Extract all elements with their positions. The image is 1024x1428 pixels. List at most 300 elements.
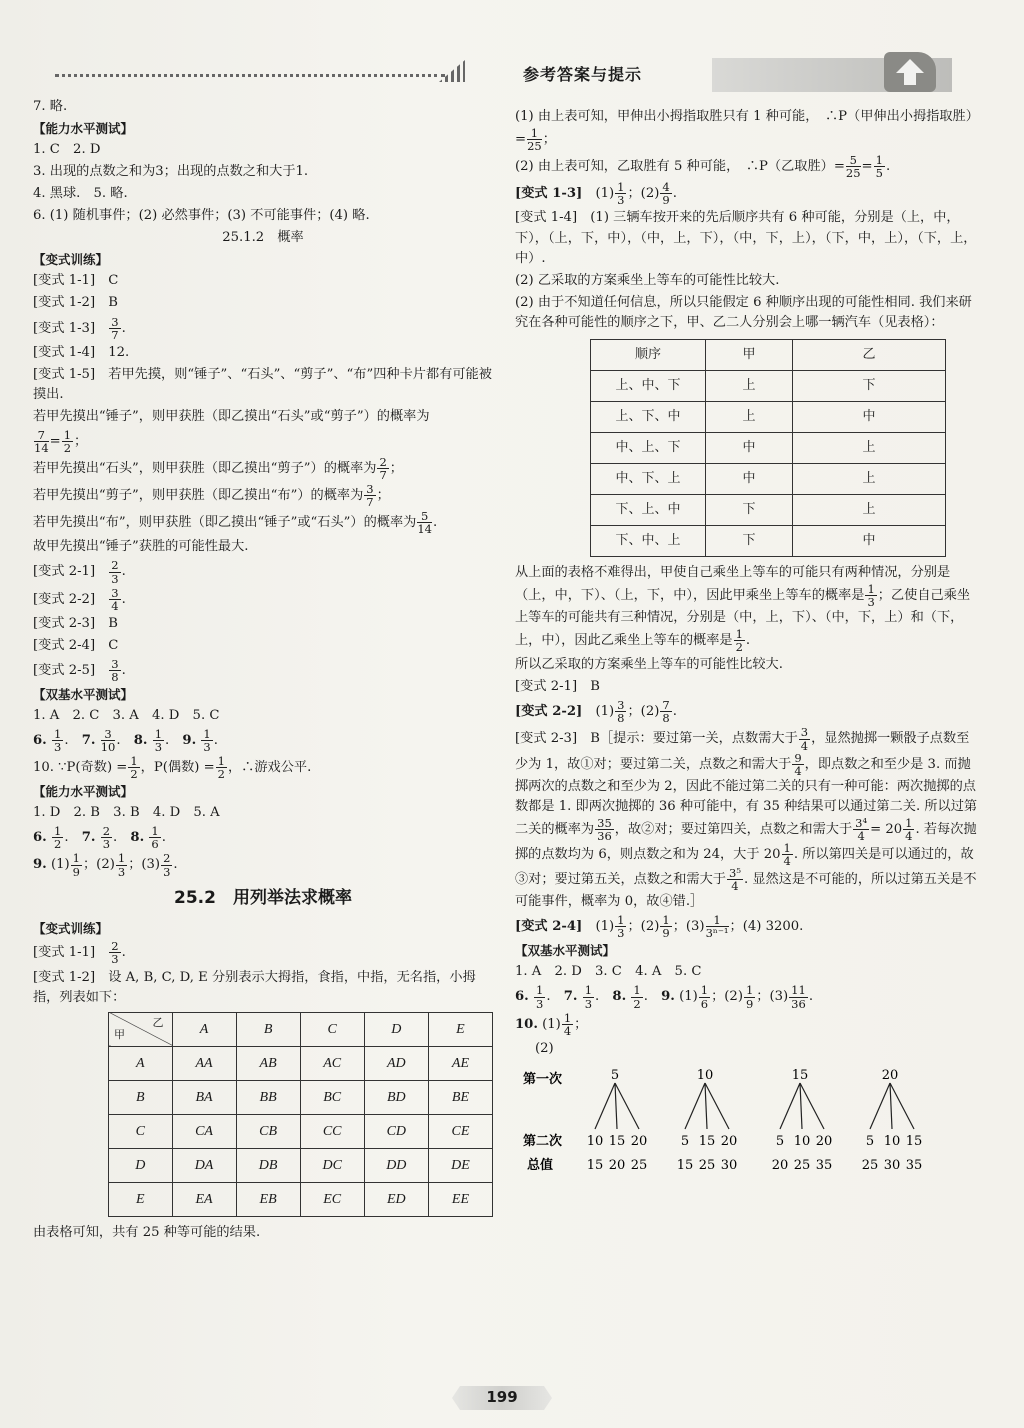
answer-line: 6. $\frac{1}{3}$ . 7. $\frac{1}{3}$ . 8. $\frac{1}{2}$ . 9. (1) $\frac{1}{6}$ ；(2) $\frac{1}{9}$ ；(3) $\frac{11}{36}$ . (515, 983, 814, 1011)
denominator: 2 (217, 767, 225, 782)
column-header: B (236, 1012, 300, 1046)
fraction (161, 852, 172, 877)
tree-branch (870, 1083, 890, 1129)
tree-total: 25 (630, 1157, 648, 1173)
numerator: 3 (800, 725, 809, 740)
numerator: 35 (597, 815, 612, 830)
text: 从上面的表格不难得出，甲使自己乘坐上等车的可能只有两种情况，分别是（上，中，下）、（上，下，中），因此甲乘坐上等车的概率是 (515, 564, 951, 603)
answer-line: (2) 乙采取的方案乘坐上等车的可能性比较大. (515, 272, 780, 288)
fraction (216, 755, 227, 780)
fraction (109, 658, 120, 683)
answer-line: 所以乙采取的方案乘坐上等车的可能性比较大. (515, 657, 783, 673)
fraction (615, 914, 626, 939)
answer-line: [变式 1-2] 设 A, B, C, D, E 分别表示大拇指，食指，中指，无名指，小拇指，列表如下： (33, 969, 476, 1005)
denominator: 25 (845, 166, 861, 181)
label: [变式 2-1] (33, 564, 96, 580)
tree-branch (615, 1083, 639, 1129)
numerator: 1 (63, 427, 72, 442)
table-cell: AE (428, 1046, 492, 1080)
numerator: 4 (662, 180, 670, 195)
tree-groups (587, 1068, 923, 1173)
table-row (109, 1114, 493, 1148)
answer-line: 6. (1) 随机事件；(2) 必然事件；(3) 不可能事件；(4) 略. (33, 208, 370, 224)
fraction (660, 699, 671, 724)
numerator: 3⁵ (729, 866, 741, 881)
fraction (865, 583, 876, 608)
table-cell: EA (172, 1182, 236, 1216)
tree-second-label: 第二次 (523, 1133, 563, 1149)
label: [变式 2-5] (33, 662, 96, 678)
tree-leaf: 10 (883, 1133, 901, 1149)
fraction (744, 984, 755, 1009)
fraction (101, 825, 112, 850)
tree-root: 5 (610, 1067, 620, 1083)
numerator: 1 (633, 983, 641, 998)
table-cell: EC (300, 1182, 364, 1216)
table-row (109, 1012, 493, 1046)
numerator: 1 (662, 913, 670, 928)
numerator: 1 (53, 824, 62, 839)
tree-total: 15 (676, 1157, 694, 1173)
fraction (62, 429, 73, 454)
section-label: 【变式训练】 (33, 921, 109, 937)
fraction (615, 699, 626, 724)
denominator: 3 (117, 864, 126, 879)
denominator: 14 (417, 522, 432, 537)
column-header: A (172, 1012, 236, 1046)
table-cell: CE (428, 1114, 492, 1148)
numerator: 9 (794, 750, 802, 765)
tree-branch (800, 1083, 824, 1129)
tree-total: 25 (698, 1157, 716, 1173)
denominator: 6 (151, 837, 159, 852)
denominator: 2 (633, 996, 641, 1011)
numerator: 1 (745, 983, 754, 998)
table-row (591, 339, 946, 370)
text: (2) 由上表可知，乙取胜有 5 种可能， ∴P（乙取胜）= (515, 159, 845, 175)
answer-line: [变式 1-3] (1) $\frac{1}{3}$ ；(2) $\frac{4}{9}$ . (515, 180, 677, 208)
denominator: 3 (203, 740, 211, 755)
answer-line: 6. $\frac{1}{3}$ . 7. $\frac{3}{10}$ . 8. $\frac{1}{3}$ . 9. $\frac{1}{3}$ . (33, 727, 218, 755)
numerator: 2 (163, 851, 171, 866)
table-cell: BA (172, 1080, 236, 1114)
table-row (109, 1046, 493, 1080)
answer-line: 1. A 2. D 3. C 4. A 5. C (515, 964, 702, 980)
denominator: 3 (102, 837, 111, 852)
text: . 若每次抛掷的点数均为 6，则点数之和为 24，大于 20 (515, 821, 977, 862)
corner-bottom: 甲 (114, 1027, 125, 1041)
answer-line (515, 726, 980, 912)
table-cell: CD (364, 1114, 428, 1148)
section-label: 【变式训练】 (33, 252, 109, 268)
tree-total-label: 总值 (527, 1157, 554, 1173)
denominator: 4 (800, 738, 809, 753)
numerator: 1 (527, 127, 542, 140)
table-row (109, 1148, 493, 1182)
table-cell: 中、下、上 (591, 463, 706, 494)
fraction (699, 984, 710, 1009)
column-header: D (364, 1012, 428, 1046)
answer-line: 若甲先摸出“锤子”，则甲获胜（即乙摸出“石头”或“剪子”）的概率为 (33, 408, 430, 424)
fraction (562, 1012, 573, 1037)
label: [变式 1-3] (33, 320, 96, 336)
table-cell: 中 (706, 432, 793, 463)
column-header: 乙 (793, 339, 946, 370)
table-cell: BC (300, 1080, 364, 1114)
text: (1) 由上表可知，甲伸出小拇指取胜只有 1 种可能， ∴P（甲伸出小拇指取胜）= (515, 109, 979, 148)
tree-root: 20 (881, 1067, 899, 1083)
fraction (201, 728, 212, 753)
denominator: 4 (563, 1023, 572, 1038)
numerator: 1 (117, 851, 126, 866)
tree-branch (615, 1083, 617, 1129)
table-cell: EE (428, 1182, 492, 1216)
answer-line: 3. 出现的点数之和为3；出现的点数之和大于1. (33, 164, 309, 180)
tree-total: 25 (793, 1157, 811, 1173)
answer-line: $\frac{7}{14}$ = $\frac{1}{2}$ ； (34, 427, 88, 455)
denominator: 2 (130, 767, 138, 782)
table-cell: 中 (793, 525, 946, 556)
tree-branch (890, 1083, 892, 1129)
denominator: 3 (111, 571, 119, 586)
table-cell: DC (300, 1148, 364, 1182)
label: [变式 2-2] (33, 591, 96, 607)
numerator: 3 (111, 314, 119, 329)
tree-leaf: 20 (630, 1133, 648, 1149)
dotted-stair-decoration (439, 60, 465, 82)
answer-line: (2) 由于不知道任何信息，所以只能假定 6 种顺序出现的可能性相同. 我们来研究在各种可能性的顺序之下，甲、乙二人分别会上哪一辆汽车（见表格）： (515, 294, 972, 330)
tree-total: 30 (720, 1157, 738, 1173)
numerator: 1 (535, 983, 544, 998)
denominator: 3 (617, 926, 625, 941)
table-cell: 下、中、上 (591, 525, 706, 556)
table-cell: 上、中、下 (591, 370, 706, 401)
tree-diagram (515, 1063, 980, 1183)
numerator: 1 (706, 914, 729, 927)
fraction (595, 817, 614, 842)
page-number-badge (452, 1383, 552, 1413)
tree-root: 15 (791, 1067, 809, 1083)
denominator: 3 (154, 740, 163, 755)
denominator: 4 (905, 828, 913, 843)
table-cell: CA (172, 1114, 236, 1148)
answer-line: [变式 1-1] $\frac{2}{3}$ . (33, 939, 126, 967)
denominator: 8 (662, 711, 670, 726)
fraction (71, 852, 82, 877)
numerator: 1 (617, 913, 625, 928)
bus-order-table (590, 339, 946, 557)
fraction (874, 154, 885, 179)
numerator: 1 (875, 153, 883, 168)
fraction (706, 914, 729, 939)
tree-total: 35 (905, 1157, 923, 1173)
table-cell: ED (364, 1182, 428, 1216)
tree-first-label: 第一次 (523, 1071, 563, 1087)
text: 若甲先摸出“石头”，则甲获胜（即乙摸出“剪子”）的概率为 (33, 461, 377, 477)
section-label: 【能力水平测试】 (33, 784, 134, 800)
denominator: 36 (597, 828, 612, 843)
numerator: 3 (366, 482, 374, 497)
table-cell: BD (364, 1080, 428, 1114)
tree-leaf: 15 (905, 1133, 923, 1149)
table-cell: EB (236, 1182, 300, 1216)
table-row (591, 525, 946, 556)
answer-line: [变式 2-1] $\frac{2}{3}$ . (33, 558, 126, 586)
page-number: 199 (486, 1388, 518, 1406)
numerator: 3 (101, 728, 116, 741)
fraction (853, 817, 869, 842)
numerator: 1 (217, 754, 225, 769)
fraction (583, 984, 594, 1009)
answer-line: [变式 2-2] (1) $\frac{3}{8}$ ；(2) $\frac{7}{8}$ . (515, 698, 677, 726)
tree-branch (890, 1083, 914, 1129)
column-header: C (300, 1012, 364, 1046)
fraction (660, 181, 671, 206)
tree-leaf: 5 (865, 1133, 875, 1149)
fraction (846, 154, 861, 179)
fraction (527, 127, 542, 152)
numerator: 1 (584, 983, 593, 998)
answer-line: [变式 2-5] $\frac{3}{8}$ . (33, 656, 126, 684)
fraction (116, 852, 127, 877)
numerator: 1 (563, 1010, 572, 1025)
row-header: D (109, 1148, 173, 1182)
text: 10. ∵P(奇数) = (33, 760, 128, 776)
tree-total: 25 (861, 1157, 879, 1173)
table-cell: AD (364, 1046, 428, 1080)
numerator: 7 (34, 429, 49, 442)
tree-leaf: 10 (586, 1133, 604, 1149)
answer-line: 4. 黑球. 5. 略. (33, 186, 128, 202)
tree-root: 10 (696, 1067, 714, 1083)
numerator: 1 (783, 840, 791, 855)
denominator: 10 (100, 740, 116, 755)
numerator: 1 (617, 180, 625, 195)
denominator: 5 (875, 166, 883, 181)
denominator: 3ⁿ⁻¹ (705, 926, 729, 941)
table-cell: DB (236, 1148, 300, 1182)
table-row (591, 494, 946, 525)
text: ；乙使自己乘坐上等车的可能共有三种情况，分别是（中，上，下）、（中，下，上）和（下，上，中），因此乙乘坐上等车的概率是 (515, 587, 971, 649)
table-cell: BB (236, 1080, 300, 1114)
answer-line: 1. A 2. C 3. A 4. D 5. C (33, 707, 220, 723)
answer-line: 10. (1) $\frac{1}{4}$ ； (515, 1010, 588, 1038)
fraction (101, 728, 116, 753)
text: ，即点数之和至少是 3. 而抛掷两次的点数之和至少为 2，因此不能过第二关的只有一种可能：两次抛掷的点数都是 1. 即两次抛掷的 36 种可能中，有 35 种结果可以通过第二关. 所以过第二关的概率为 (515, 756, 978, 837)
denominator: 36 (791, 996, 806, 1011)
answer-line: [变式 1-4] 12. (33, 344, 130, 360)
fraction (789, 984, 808, 1009)
text: ，∴游戏公平. (227, 760, 312, 776)
numerator: 1 (151, 824, 159, 839)
tree-leaf: 5 (775, 1133, 785, 1149)
table-cell: 上 (706, 370, 793, 401)
answer-line: (2) 由上表可知，乙取胜有 5 种可能， ∴P（乙取胜）= $\frac{5}{25}$ = $\frac{1}{5}$ . (515, 153, 891, 181)
fraction (52, 728, 63, 753)
fraction (377, 456, 388, 481)
denominator: 2 (53, 837, 62, 852)
table-cell: 中 (706, 463, 793, 494)
tree-branch (780, 1083, 800, 1129)
fraction (727, 867, 743, 892)
row-header: B (109, 1080, 173, 1114)
fraction (660, 914, 671, 939)
section-label: 【双基水平测试】 (515, 943, 616, 959)
table-cell: 中 (793, 401, 946, 432)
fraction (34, 429, 49, 454)
text: . 所以第四关是可以通过的，故③对；要过第五关，点数之和需大于 (515, 847, 974, 888)
fraction (782, 842, 793, 867)
table-row (109, 1080, 493, 1114)
table-cell: AC (300, 1046, 364, 1080)
denominator: 7 (379, 468, 387, 483)
fraction (631, 984, 642, 1009)
fraction (153, 728, 164, 753)
answer-line: [变式 2-4] C (33, 637, 119, 653)
numerator: 2 (111, 939, 119, 954)
denominator: 3 (53, 740, 62, 755)
numerator: 3 (617, 698, 625, 713)
text: . 显然这是不可能的，所以过第五关是不可能事件，概率为 0，故④错.］ (515, 872, 977, 910)
table-cell: 上 (793, 432, 946, 463)
tree-leaf: 15 (698, 1133, 716, 1149)
fraction (615, 181, 626, 206)
answer-line: 1. C 2. D (33, 142, 101, 158)
table-cell: CC (300, 1114, 364, 1148)
table-cell: 下 (706, 525, 793, 556)
denominator: 4 (857, 828, 865, 843)
fraction (799, 726, 810, 751)
tree-branch (705, 1083, 729, 1129)
answer-line: [变式 1-5] 若甲先摸，则“锤子”、“石头”、“剪子”、“布”四种卡片都有可能被摸出. (33, 366, 492, 402)
tree-total: 35 (815, 1157, 833, 1173)
tree-leaf: 5 (680, 1133, 690, 1149)
numerator: 11 (791, 983, 806, 998)
table-cell: 下、上、中 (591, 494, 706, 525)
fraction (734, 628, 745, 653)
table-row (591, 432, 946, 463)
denominator: 3 (617, 193, 625, 208)
numerator: 5 (846, 154, 861, 167)
row-header: E (109, 1182, 173, 1216)
label: [变式 1-1] (33, 945, 96, 961)
tree-branch (705, 1083, 707, 1129)
answer-line: 从上面的表格不难得出，甲使自己乘坐上等车的可能只有两种情况，分别是（上，中，下）、（上，下，中），因此甲乘坐上等车的概率是 $\frac{1}{3}$ ；乙使自己乘坐上等车的可能共有三种情况，分别是（中，上，下）、（中，下，上）和（下，上，中），因此乙乘坐上等车的概率是 $\frac{1}{2}$ . (515, 564, 971, 655)
table-cell: 上 (706, 401, 793, 432)
header-dotted-rule (55, 60, 465, 84)
numerator: 5 (417, 510, 432, 523)
answer-line: (1) 由上表可知，甲伸出小拇指取胜只有 1 种可能， ∴P（甲伸出小拇指取胜）= $\frac{1}{25}$ ； (515, 109, 979, 154)
denominator: 8 (617, 711, 625, 726)
numerator: 1 (700, 983, 709, 998)
tree-svg (515, 1063, 965, 1183)
table-cell: 上 (793, 494, 946, 525)
numerator: 3⁴ (855, 815, 868, 830)
table-cell: AB (236, 1046, 300, 1080)
table-row (591, 463, 946, 494)
answer-line: [变式 2-3] B (33, 615, 118, 631)
column-header: 顺序 (591, 339, 706, 370)
tree-total: 20 (771, 1157, 789, 1173)
fraction (417, 510, 432, 535)
section-title: 25.2 用列举法求概率 (174, 887, 352, 908)
fraction (534, 984, 545, 1009)
fraction (792, 752, 803, 777)
numerator: 1 (53, 727, 62, 741)
denominator: 2 (735, 640, 743, 655)
left-column (33, 97, 493, 1245)
denominator: 4 (794, 763, 802, 778)
text: ，显然抛掷一颗骰子点数至少为 1，故①对；要过第二关，点数之和需大于 (515, 731, 970, 772)
text: [变式 2-3] B［提示：要过第一关，点数需大于 (515, 731, 798, 747)
table-cell: 中、上、下 (591, 432, 706, 463)
denominator: 9 (745, 996, 754, 1011)
answer-line: 6. $\frac{1}{2}$ . 7. $\frac{2}{3}$ . 8. $\frac{1}{6}$ . (33, 824, 166, 852)
column-header: E (428, 1012, 492, 1046)
tree-total: 30 (883, 1157, 901, 1173)
numerator: 1 (735, 627, 743, 642)
fraction (109, 316, 120, 341)
row-header: A (109, 1046, 173, 1080)
numerator: 1 (72, 851, 80, 866)
numerator: 2 (102, 824, 111, 839)
subsection-title: 25.1.2 概率 (222, 230, 304, 246)
denominator: 6 (700, 996, 709, 1011)
denominator: 4 (111, 598, 119, 613)
row-header: C (109, 1114, 173, 1148)
tree-leaf: 20 (815, 1133, 833, 1149)
fraction (149, 825, 160, 850)
corner-cell (109, 1012, 173, 1046)
dotted-line (55, 74, 445, 77)
table-cell: AA (172, 1046, 236, 1080)
table-cell: DA (172, 1148, 236, 1182)
section-label: 【能力水平测试】 (33, 121, 134, 137)
table-cell: DE (428, 1148, 492, 1182)
numerator: 1 (130, 754, 138, 769)
denominator: 3 (535, 996, 544, 1011)
denominator: 3 (111, 952, 119, 967)
numerator: 7 (662, 698, 670, 713)
right-column (515, 107, 980, 1183)
denominator: 8 (111, 669, 119, 684)
tree-leaf: 15 (608, 1133, 626, 1149)
numerator: 3 (111, 585, 119, 600)
answer-line (33, 755, 493, 780)
fraction (109, 587, 120, 612)
answer-line: 1. D 2. B 3. B 4. D 5. A (33, 805, 220, 821)
numerator: 1 (154, 727, 163, 741)
answer-line: [变式 2-2] $\frac{3}{4}$ . (33, 585, 126, 613)
table-cell: 下 (706, 494, 793, 525)
tree-total: 20 (608, 1157, 626, 1173)
denominator: 9 (662, 193, 670, 208)
table-cell: 上 (793, 463, 946, 494)
denominator: 9 (662, 926, 670, 941)
denominator: 2 (63, 440, 72, 455)
answer-line: [变式 1-1] C (33, 273, 119, 289)
text: ，P(偶数) = (140, 760, 215, 776)
answer-line: [变式 1-3] $\frac{3}{7}$ . (33, 314, 126, 342)
denominator: 3 (163, 864, 171, 879)
answer-line: [变式 1-2] B (33, 295, 118, 311)
answer-line: 由表格可知，共有 25 种等可能的结果. (33, 1224, 261, 1240)
fraction (903, 817, 914, 842)
tree-branch (800, 1083, 802, 1129)
answer-line: [变式 2-4] (1) $\frac{1}{3}$ ；(2) $\frac{1}{9}$ ；(3) $\frac{1}{\text{3ⁿ⁻¹}}$ ；(4) 3200. (515, 913, 804, 941)
finger-table (108, 1012, 493, 1217)
fraction (109, 559, 120, 584)
